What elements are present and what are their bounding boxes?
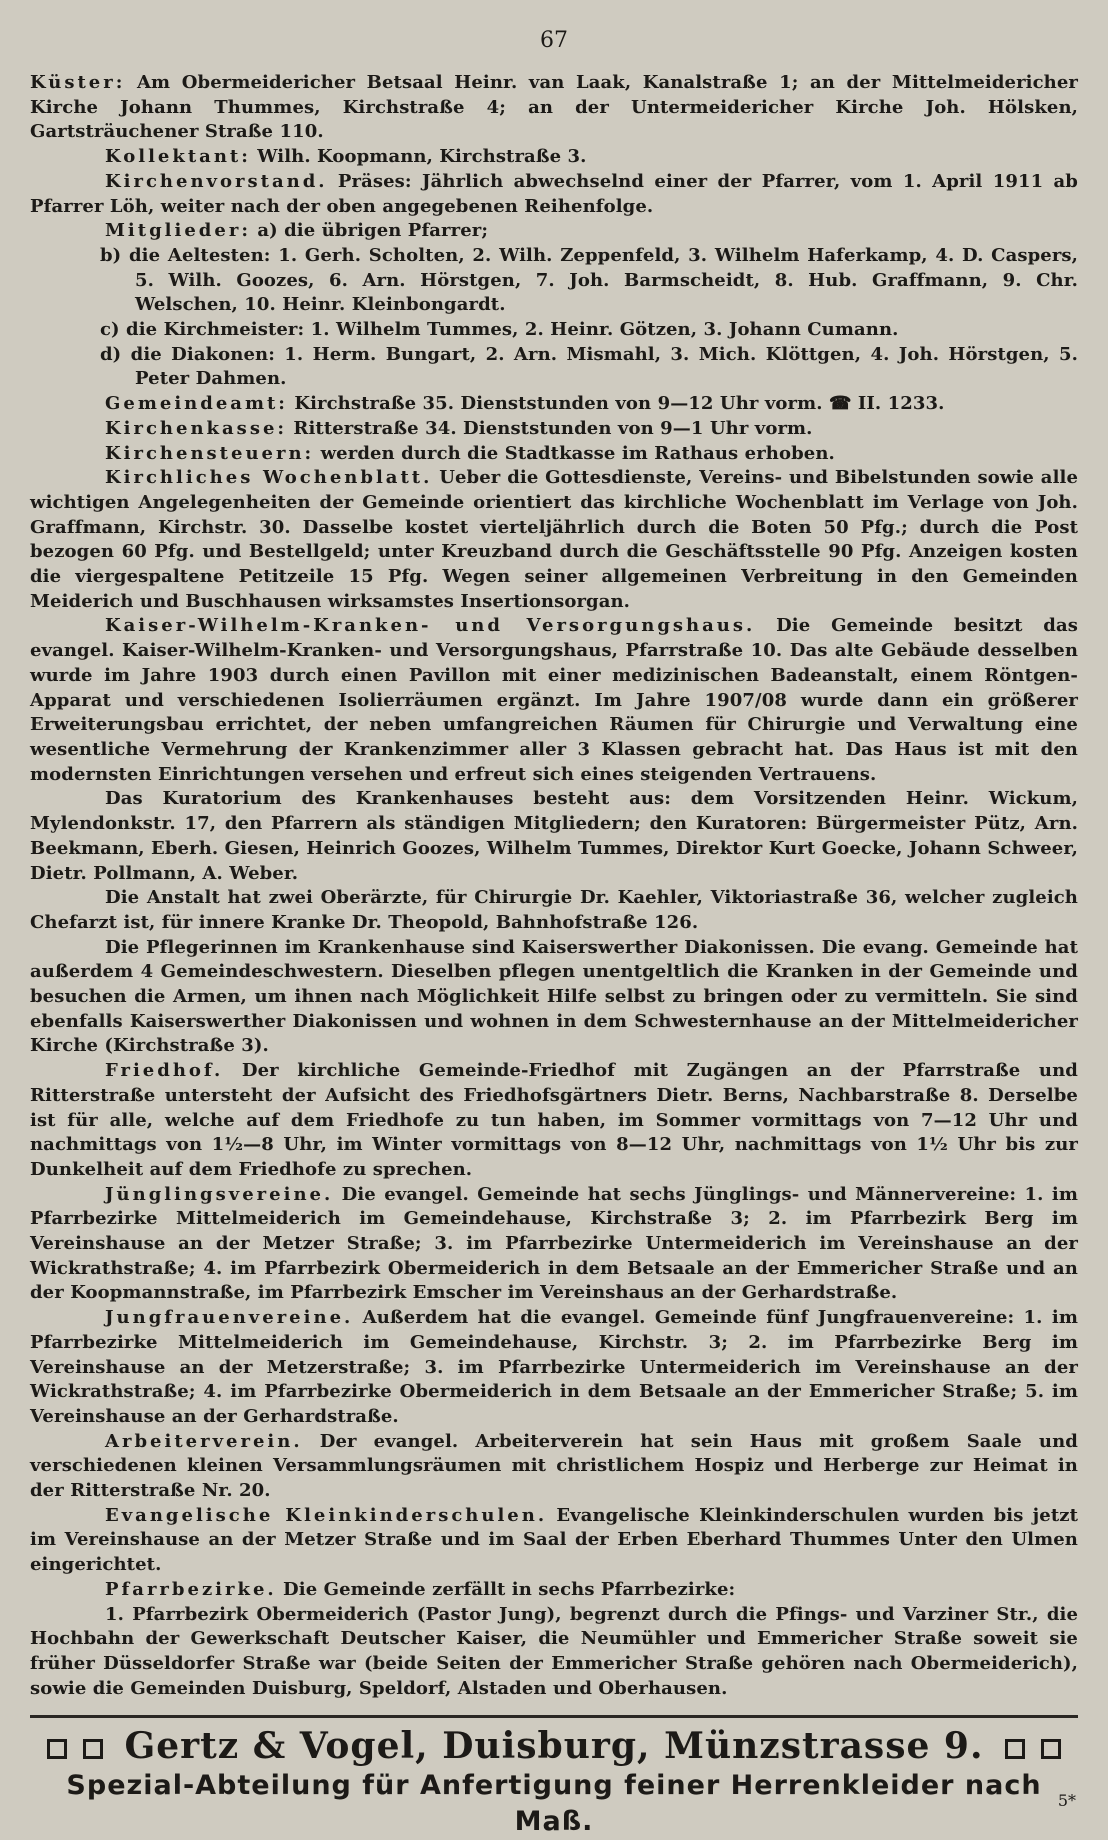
- paragraph-text: Das Kuratorium des Krankenhauses besteht aus: dem Vorsitzenden Heinr. Wickum, Mylendonkstr. 17, den Pfarrern als ständigen Mitgliedern; den Kuratoren: Bürgermeister Pütz, Arn. Beekmann, Eberh. Giesen, Heinrich Goozes, Wilhelm Tummes, Direktor Kurt Goecke, Johann Schweer, Dietr. Pollmann, A. Weber.: [30, 788, 1078, 884]
- section-heading: Pfarrbezirke.: [105, 1578, 277, 1600]
- paragraph: [30, 466, 1078, 614]
- section-heading: Küster:: [30, 72, 126, 93]
- section-heading: Jungfrauenvereine.: [105, 1307, 354, 1329]
- paragraph-text: 1. Pfarrbezirk Obermeiderich (Pastor Jung), begrenzt durch die Pfings- und Varziner Str., die Hochbahn der Gewerkschaft Deutscher Kaiser, die Neumühler und Emmericher Straße soweit sie früher Düsseldorfer Straße war (beide Seiten der Emmericher Straße gehören nach Obermeiderich), sowie die Gemeinden Duisburg, Speldorf, Alstaden und Oberhausen.: [30, 1603, 1078, 1699]
- paragraph: [30, 343, 1078, 392]
- square-icon: [83, 1739, 103, 1759]
- section-heading: Kirchenkasse:: [105, 417, 288, 439]
- section-heading: Kirchliches Wochenblatt.: [105, 467, 433, 489]
- signature-mark: 5*: [1057, 1791, 1076, 1810]
- square-icon: [1041, 1739, 1061, 1759]
- phone-number: II. 1233.: [857, 393, 945, 415]
- paragraph: [30, 170, 1078, 219]
- paragraph: [30, 417, 1078, 442]
- square-icon: [47, 1739, 67, 1759]
- paragraph: [30, 1578, 1078, 1603]
- paragraph-text: werden durch die Stadtkasse im Rathaus erhoben.: [314, 442, 835, 464]
- section-heading: Kaiser-Wilhelm-Kranken- und Versorgungshaus.: [105, 615, 756, 637]
- section-heading: Friedhof.: [105, 1060, 224, 1082]
- paragraph: [30, 886, 1078, 935]
- paragraph: [30, 145, 1078, 170]
- section-heading: Kirchensteuern:: [105, 442, 315, 464]
- paragraph-text: a) die übrigen Pfarrer;: [250, 220, 489, 242]
- paragraph-text: Die Anstalt hat zwei Oberärzte, für Chirurgie Dr. Kaehler, Viktoriastraße 36, welcher zugleich Chefarzt ist, für innere Kranke Dr. Theopold, Bahnhofstraße 126.: [30, 887, 1078, 933]
- paragraph: [30, 442, 1078, 467]
- paragraph-text: Ueber die Gottesdienste, Vereins- und Bibelstunden sowie alle wichtigen Angelegenheiten der Gemeinde orientiert das kirchliche Wochenblatt im Verlage von Joh. Graffmann, Kirchstr. 30. Dasselbe kostet vierteljährlich durch die Boten 50 Pfg.; durch die Post bezogen 60 Pfg. und Bestellgeld; unter Kreuzband durch die Geschäftsstelle 90 Pfg. Anzeigen kosten die viergespaltene Petitzeile 15 Pfg. Wegen seiner allgemeinen Verbreitung in den Gemeinden Meiderich und Buschhausen wirksamstes Insertionsorgan.: [30, 467, 1078, 612]
- paragraph: [30, 244, 1078, 318]
- section-heading: Jünglingsvereine.: [105, 1183, 334, 1205]
- paragraph-text: Wilh. Koopmann, Kirchstraße 3.: [250, 146, 587, 168]
- paragraph: [30, 1504, 1078, 1578]
- paragraph: [30, 1183, 1078, 1307]
- paragraph: [30, 71, 1078, 145]
- document-body: [30, 71, 1078, 1701]
- paragraph-text: c) die Kirchmeister: 1. Wilhelm Tummes, 2. Heinr. Götzen, 3. Johann Cumann.: [100, 319, 899, 341]
- advert-title: Gertz & Vogel, Duisburg, Münzstrasse 9.: [124, 1725, 984, 1768]
- paragraph-text: Der kirchliche Gemeinde-Friedhof mit Zugängen an der Pfarrstraße und Ritterstraße untersteht der Aufsicht des Friedhofsgärtners Dietr. Berns, Nachbarstraße 8. Derselbe ist für alle, welche auf dem Friedhofe zu tun haben, im Sommer vormittags von 7—12 Uhr und nachmittags von 1½—8 Uhr, im Winter vormittags von 8—12 Uhr, nachmittags von 1½ Uhr bis zur Dunkelheit auf dem Friedhofe zu sprechen.: [30, 1060, 1078, 1180]
- paragraph-text: b) die Aeltesten: 1. Gerh. Scholten, 2. Wilh. Zeppenfeld, 3. Wilhelm Haferkamp, 4. D. Caspers, 5. Wilh. Goozes, 6. Arn. Hörstgen, 7. Joh. Barmscheidt, 8. Hub. Graffmann, 9. Chr. Welschen, 10. Heinr. Kleinbongardt.: [100, 244, 1078, 316]
- paragraph-text: Der evangel. Arbeiterverein hat sein Haus mit großem Saale und verschiedenen kleinen Versammlungsräumen mit christlichem Hospiz und Herberge zur Heimat in der Ritterstraße Nr. 20.: [30, 1430, 1078, 1502]
- paragraph: [30, 1059, 1078, 1183]
- paragraph: [30, 219, 1078, 244]
- paragraph: [30, 787, 1078, 886]
- paragraph: [30, 936, 1078, 1060]
- paragraph-text: Präses: Jährlich abwechselnd einer der Pfarrer, vom 1. April 1911 ab Pfarrer Löh, weiter nach der oben angegebenen Reihenfolge.: [30, 170, 1078, 217]
- paragraph-text: Kirchstraße 35. Dienststunden von 9—12 Uhr vorm.: [287, 393, 823, 415]
- section-heading: Evangelische Kleinkinderschulen.: [105, 1504, 548, 1526]
- paragraph-text: Die Pflegerinnen im Krankenhause sind Kaiserswerther Diakonissen. Die evang. Gemeinde hat außerdem 4 Gemeindeschwestern. Dieselben pflegen unentgeltlich die Kranken in der Gemeinde und besuchen die Armen, um ihnen nach Möglichkeit Hilfe selbst zu bringen oder zu vermitteln. Sie sind ebenfalls Kaiserswerther Diakonissen und wohnen in dem Schwesternhause an der Mittelmeidericher Kirche (Kirchstraße 3).: [30, 936, 1078, 1057]
- page-number: 67: [540, 28, 568, 53]
- section-heading: Arbeiterverein.: [105, 1430, 303, 1452]
- telephone-icon: ☎: [822, 393, 858, 415]
- paragraph-text: Außerdem hat die evangel. Gemeinde fünf Jungfrauenvereine: 1. im Pfarrbezirke Mittelmeiderich im Gemeindehause, Kirchstr. 3; 2. im Pfarrbezirke Berg im Vereinshause an der Metzerstraße; 3. im Pfarrbezirke Untermeiderich im Vereinshause an der Wickrathstraße; 4. im Pfarrbezirke Obermeiderich in dem Betsaale an der Emmericher Straße; 5. im Vereinshause an der Gerhardstraße.: [30, 1307, 1078, 1427]
- paragraph-text: Evangelische Kleinkinderschulen wurden bis jetzt im Vereinshause an der Metzer Straße und im Saal der Erben Eberhard Thummes Unter den Ulmen eingerichtet.: [30, 1504, 1078, 1576]
- advert-heading: [30, 1724, 1078, 1768]
- paragraph-text: Die Gemeinde besitzt das evangel. Kaiser-Wilhelm-Kranken- und Versorgungshaus, Pfarrstraße 10. Das alte Gebäude desselben wurde im Jahre 1903 durch einen Pavillon mit einer medizinischen Badeanstalt, einem Röntgen-Apparat und verschiedenen Isolierräumen ergänzt. Im Jahre 1907/08 wurde dann ein größerer Erweiterungsbau errichtet, der neben umfangreichen Räumen für Chirurgie und Verwaltung eine wesentliche Vermehrung der Krankenzimmer aller 3 Klassen gebracht hat. Das Haus ist mit den modernsten Einrichtungen versehen und erfreut sich eines steigenden Vertrauens.: [30, 615, 1078, 785]
- paragraph-text: Die evangel. Gemeinde hat sechs Jünglings- und Männervereine: 1. im Pfarrbezirke Mittelmeiderich im Gemeindehause, Kirchstraße 3; 2. im Pfarrbezirk Berg im Vereinshause an der Metzer Straße; 3. im Pfarrbezirke Untermeiderich im Vereinshause an der Wickrathstraße; 4. im Pfarrbezirk Obermeiderich in dem Betsaale an der Emmericher Straße und an der Koopmannstraße, im Pfarrbezirk Emscher im Vereinshaus an der Gerhardstraße.: [30, 1183, 1078, 1304]
- section-heading: Kollektant:: [105, 146, 251, 168]
- paragraph: [30, 1430, 1078, 1504]
- paragraph: [30, 318, 1078, 343]
- section-heading: Mitglieder:: [105, 220, 251, 242]
- advert-subtitle: Spezial-Abteilung für Anfertigung feiner Herrenkleider nach Maß.: [66, 1770, 1042, 1838]
- paragraph-text: Am Obermeidericher Betsaal Heinr. van Laak, Kanalstraße 1; an der Mittelmeidericher Kirche Johann Thummes, Kirchstraße 4; an der Untermeidericher Kirche Joh. Hölsken, Gartsträuchener Straße 110.: [30, 72, 1078, 143]
- paragraph: [30, 614, 1078, 787]
- paragraph-text: d) die Diakonen: 1. Herm. Bungart, 2. Arn. Mismahl, 3. Mich. Klöttgen, 4. Joh. Hörstgen, 5. Peter Dahmen.: [100, 343, 1078, 390]
- section-heading: Gemeindeamt:: [105, 393, 288, 415]
- square-icon: [1005, 1739, 1025, 1759]
- paragraph-text: Ritterstraße 34. Dienststunden von 9—1 Uhr vorm.: [287, 417, 813, 439]
- advert-divider: [30, 1715, 1078, 1718]
- section-heading: Kirchenvorstand.: [105, 170, 328, 192]
- paragraph: [30, 1603, 1078, 1702]
- paragraph: [30, 1306, 1078, 1430]
- paragraph-text: Die Gemeinde zerfällt in sechs Pfarrbezirke:: [276, 1578, 736, 1600]
- paragraph: [30, 392, 1078, 417]
